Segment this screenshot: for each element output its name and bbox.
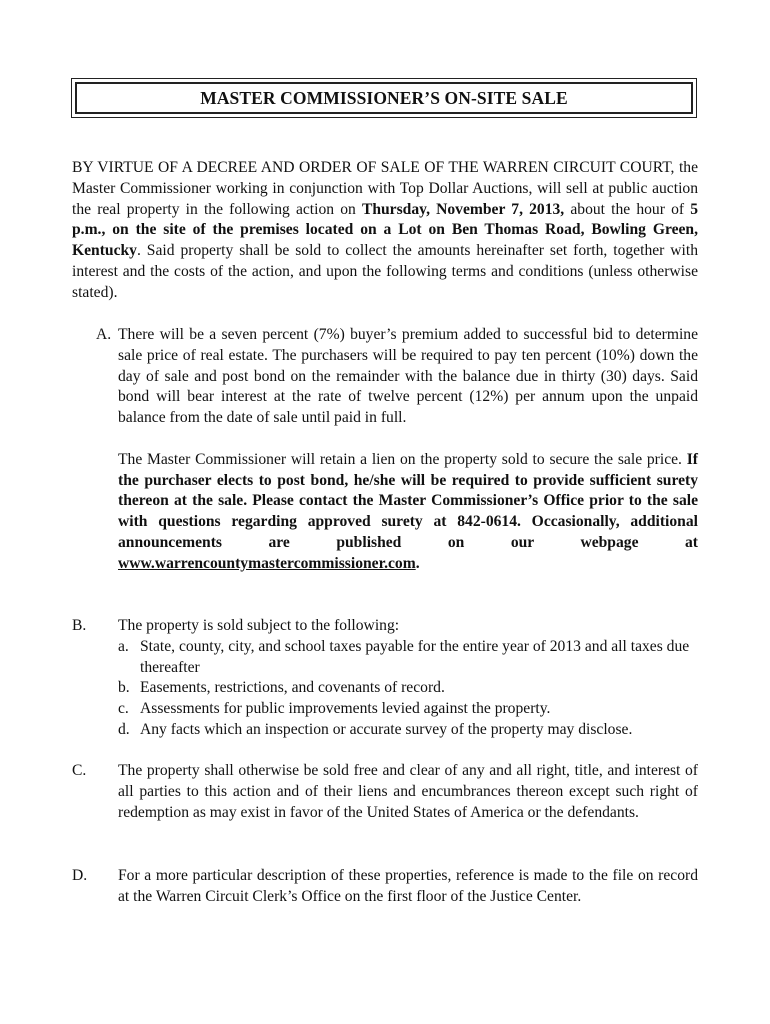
sale-location: 5 p.m., on the site of the premises located on a Lot on Ben Thomas Road, Bowling Green, Kentucky: [72, 200, 699, 260]
term-b-body: [118, 616, 698, 741]
title-box: [71, 78, 697, 118]
term-a-para-2-plain: The Master Commissioner will retain a lien on the property sold to secure the sale price.: [118, 450, 687, 468]
term-a-para-2: [118, 450, 698, 575]
webpage-link[interactable]: www.warrencountymastercommissioner.com: [118, 554, 416, 572]
sale-date: Thursday, November 7, 2013,: [361, 200, 565, 218]
sub-item-b-text: Easements, restrictions, and covenants of record.: [140, 679, 445, 697]
term-a: [72, 325, 698, 575]
term-c-text: The property shall otherwise be sold free and clear of any and all right, title, and interest of all parties to this action and of their liens and encumbrances thereon except such right of redemption as may exist in favor of the United States of America or the defendants.: [118, 762, 698, 821]
term-a-body: [118, 325, 698, 575]
sub-item-c-text: Assessments for public improvements levied against the property.: [140, 700, 551, 718]
term-d-text: For a more particular description of these properties, reference is made to the file on record at the Warren Circuit Clerk’s Office on the first floor of the Justice Center.: [118, 867, 698, 905]
term-c: [72, 761, 698, 823]
sub-item-a-text: State, county, city, and school taxes payable for the entire year of 2013 and all taxes due thereafter: [140, 637, 690, 676]
sub-item-a: [118, 637, 698, 679]
term-d-body: [118, 866, 698, 908]
term-b-letter: B.: [72, 617, 87, 634]
term-c-body: [118, 761, 698, 823]
sub-item-d-text: Any facts which an inspection or accurate survey of the property may disclose.: [140, 720, 633, 738]
sub-item-c-label: c.: [118, 700, 129, 718]
sub-item-c: [118, 699, 698, 720]
term-d: [72, 866, 698, 908]
term-c-letter: C.: [72, 762, 87, 779]
term-a-letter: A.: [96, 326, 112, 343]
term-b: [72, 616, 698, 741]
intro-text-3: . Said property shall be sold to collect the amounts hereinafter set forth, together with interest and the costs of the action, and upon the following terms and conditions (unless otherwise stated).: [72, 242, 698, 301]
term-a-para-2-bold: If the purchaser elects to post bond, he/she will be required to provide sufficient surety thereon at the sale. Please contact the Master Commissioner’s Office prior to the sale with questions regarding approved surety at 842-0614. Occasionally, additional announcements are published on our webpage at: [118, 450, 698, 551]
sub-item-a-label: a.: [118, 637, 129, 655]
sub-item-b-label: b.: [118, 679, 130, 697]
term-a-para-2-end: .: [415, 554, 420, 572]
term-a-para-1: There will be a seven percent (7%) buyer’s premium added to successful bid to determine sale price of real estate. The purchasers will be required to pay ten percent (10%) down the day of sale and post bond on the remainder with the balance due in thirty (30) days. Said bond will bear interest at the rate of twelve percent (12%) per annum upon the unpaid balance from the date of sale until paid in full.: [118, 326, 698, 427]
term-b-intro: The property is sold subject to the following:: [118, 617, 400, 634]
sub-item-d-label: d.: [118, 720, 130, 738]
intro-text-2: about the hour of: [564, 200, 691, 218]
term-d-letter: D.: [72, 867, 88, 884]
intro-paragraph: [72, 158, 698, 304]
page-title: MASTER COMMISSIONER’S ON-SITE SALE: [75, 82, 693, 114]
intro-text-1: BY VIRTUE OF A DECREE AND ORDER OF SALE OF THE WARREN CIRCUIT COURT, the Master Commissioner working in conjunction with Top Dollar Auctions, will sell at public auction the real property in the following action on: [72, 159, 698, 218]
sub-item-d: [118, 720, 698, 741]
sub-item-b: [118, 678, 698, 699]
